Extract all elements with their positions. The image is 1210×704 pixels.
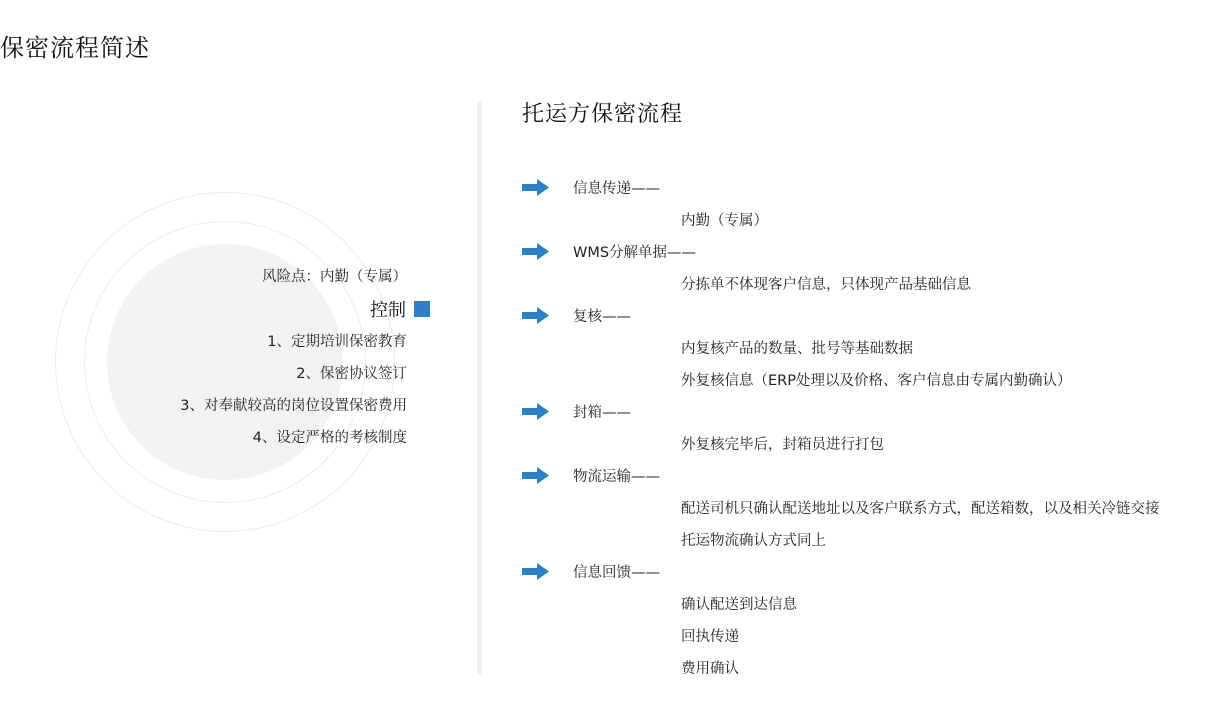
step-detail: 托运物流确认方式同上	[681, 533, 826, 549]
step-label: WMS分解单据——	[573, 245, 697, 261]
step-detail: 费用确认	[681, 661, 739, 677]
step-label: 信息传递——	[573, 181, 660, 197]
step-detail: 确认配送到达信息	[681, 597, 797, 613]
control-label: 控制	[370, 300, 406, 321]
measure-item: 4、设定严格的考核制度	[252, 430, 407, 446]
step-detail: 内复核产品的数量、批号等基础数据	[681, 341, 913, 357]
right-arrow-icon	[522, 403, 549, 420]
measure-item: 3、对奉献较高的岗位设置保密费用	[180, 398, 407, 414]
process-title: 托运方保密流程	[522, 102, 684, 127]
right-arrow-icon	[522, 179, 549, 196]
step-detail: 回执传递	[681, 629, 739, 645]
step-row	[522, 401, 631, 422]
vertical-divider	[477, 101, 482, 675]
step-row	[522, 305, 631, 326]
step-label: 信息回馈——	[573, 565, 660, 581]
measure-item: 2、保密协议签订	[296, 366, 407, 382]
step-label: 复核——	[573, 309, 631, 325]
page-title: 保密流程简述	[0, 34, 150, 62]
right-arrow-icon	[522, 467, 549, 484]
square-icon	[414, 301, 430, 317]
step-row	[522, 177, 660, 198]
step-label: 封箱——	[573, 405, 631, 421]
step-row	[522, 465, 660, 486]
right-arrow-icon	[522, 307, 549, 324]
right-arrow-icon	[522, 243, 549, 260]
measure-item: 1、定期培训保密教育	[267, 334, 407, 350]
step-label: 物流运输——	[573, 469, 660, 485]
risk-point: 风险点：内勤（专属）	[262, 269, 407, 285]
step-row	[522, 561, 660, 582]
step-detail: 外复核完毕后，封箱员进行打包	[681, 437, 884, 453]
right-arrow-icon	[522, 563, 549, 580]
step-detail: 分拣单不体现客户信息，只体现产品基础信息	[681, 277, 971, 293]
control-heading	[370, 296, 430, 322]
step-detail: 内勤（专属）	[681, 213, 768, 229]
step-row	[522, 241, 696, 262]
step-detail: 外复核信息（ERP处理以及价格、客户信息由专属内勤确认）	[681, 373, 1072, 389]
step-detail: 配送司机只确认配送地址以及客户联系方式，配送箱数，以及相关冷链交接	[681, 501, 1160, 517]
